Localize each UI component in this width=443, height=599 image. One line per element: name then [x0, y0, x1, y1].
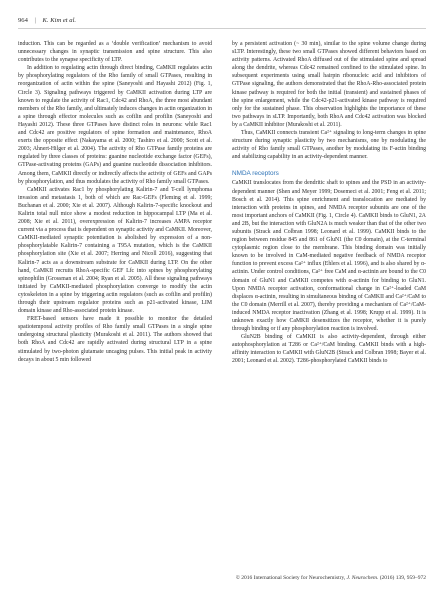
paragraph: GluN2B binding of CaMKII is also activity-dependent, through either autophosphorylation at T286 or Ca²⁺/CaM binding. CaMKII binds with a high-affinity interaction to CaMKII with GluN2B (Strack and Colbran 1998; Bayer et al. 2001; Leonard et al. 2002). T286-phosphorylated CaMKII binds to — [232, 334, 426, 365]
paragraph: CaMKII activates Rac1 by phosphorylating Kalirin-7 and T-cell lymphoma invasion and metastasis 1, both of which are Rac-GEFs (Fleming et al. 1999; Buchanan et al. 2000; Xie et al. 2007). Although Kalirin-7-specific knockout and Kalirin total null mice show a modest reduction in hippocampal LTP (Ma et al. 2008; Xie et al. 2011), overexpression of Kalirin-7 increases AMPA receptor current via a process that is dependent on synaptic activity and CaMKII. Moreover, CaMKII-mediated synaptic potentiation is abolished by expression of a non-phosphorylatable Kalirin-7 containing a T95A mutation, which is the CaMKII phosphorylation site (Xie et al. 2007; Herring and Nicoll 2016), suggesting that Kalirin-7 acts as a downstream substrate for CaMKII during LTP. On the other hand, CaMKII recruits RhoA-specific GEF Lfc into spines by phosphorylating spinophilin (Grossman et al. 2004; Ryan et al. 2005). All these signaling pathways initiated by CaMKII-mediated phosphorylation converge to modify the actin cytoskeleton in a spine by triggering actin regulators (such as cofilin and profilin) through their upstream regulator proteins such as p21-activated kinase, LIM domain kinase and Rho-associated protein kinase. — [18, 186, 212, 315]
paragraph: Thus, CaMKII connects transient Ca²⁺ signaling to long-term changes in spine structure during synaptic plasticity by two mechanisms, one by modulating the activity of Rho family small GTPases, another by modulating its F-actin binding and stabilizing capability in an activity-dependent manner. — [232, 130, 426, 161]
header-separator: | — [34, 17, 36, 24]
section-spacer — [232, 161, 426, 169]
page-footer — [236, 574, 426, 582]
left-column — [18, 40, 212, 364]
paragraph: by a persistent activation (~ 30 min), similar to the spine volume change during sLTP. Interestingly, these two small GTPases showed different behaviors based on activity patterns. Activated RhoA diffused out of the stimulated spine and spread along the dendrite, whereas Cdc42 remained confined to the stimulated spine. In subsequent experiments using small hairpin ribonucleic acid and inhibitors of GTPase signaling, the authors demonstrated that the RhoA-Rho-associated protein kinase pathway is required for both the initial (transient) and sustained phases of the spine enlargement, while the Cdc42-p21-activated kinase pathway is required only for the sustained phase. This observation highlights the importance of these two pathways in sLTP. Importantly, both RhoA and Cdc42 activation was blocked by a CaMKII inhibitor (Murakoshi et al. 2011). — [232, 41, 426, 128]
right-column — [232, 40, 426, 366]
footer-citation: (2016) 139, 959–972 — [379, 575, 426, 581]
footer-copyright: © 2016 International Society for Neurochemistry, — [235, 575, 346, 581]
paragraph: FRET-based sensors have made it possible to monitor the detailed spatiotemporal activity profiles of Rho family small GTPases in a single spine undergoing structural plasticity (Murakoshi et al. 2011). The authors showed that both RhoA and Cdc42 are rapidly activated during structural LTP in a spine stimulated by two-photon glutamate uncaging pulses. This initial peak in activity decays in about 5 min followed — [18, 316, 212, 363]
footer-journal: J. Neurochem. — [346, 575, 379, 581]
header-rule — [18, 28, 426, 29]
paragraph: In addition to regulating actin through direct binding, CaMKII regulates actin by phosphorylating regulators of the Rho family of small GTPases, resulting in reorganization of actin within the spine (Saneyoshi and Hayashi 2012) (Fig. 1, Circle 3). Signaling pathways triggered by CaMKII activation during LTP are known to regulate the activity of Rac1, Cdc42 and RhoA, the three most abundant members of the Rho family, and ultimately induces changes in actin organization in a spine through effector molecules such as cofilin and profilin (Saneyoshi and Hayashi 2012). These three GTPases have distinct roles in neurons: while Rac1 and Cdc42 are positive regulators of spine formation and maintenance, RhoA exerts the opposite effect (Nakayama et al. 2000; Tashiro et al. 2000; Scott et al. 2003; Ahnert-Hilger et al. 2004). The activity of Rho GTPase family proteins are regulated by three classes of proteins: guanine nucleotide exchange factor (GEFs), GTPase-activating proteins (GAPs) and guanine nucleotide dissociation inhibitors. Among them, CaMKII directly or indirectly affects the activity of GEFs and GAPs by phosphorylation, and thus modulates the activity of Rho family small GTPases. — [18, 65, 212, 185]
paragraph: CaMKII translocates from the dendritic shaft to spines and the PSD in an activity-dependent manner (Shen and Meyer 1999; Dosemeci et al. 2001; Feng et al. 2011; Bosch et al. 2014). This spine enrichment and translocation are mediated by interaction with proteins in spines, and NMDA receptor subunits are one of the most important anchors of CaMKII (Fig. 1, Circle 4). CaMKII binds to GluN1, 2A and 2B, but the interaction with GluN2A is much weaker than that of the other two subunits (Strack and Colbran 1998; Leonard et al. 1999). CaMKII binds to the region between residue 845 and 861 of GluN1 (the C0 domain), at the C-terminal cytoplasmic region close to the membrane. This binding domain was initially known to be involved in CaM-mediated negative feedback of NMDA receptor function to prevent excess Ca²⁺ influx (Ehlers et al. 1996), and is also shared by α-actinin. Under control conditions, Ca²⁺ free CaM and α-actinin are bound to the C0 domain of GluN1 and CaMKII competes with α-actinin for binding to GluN1. Upon NMDA receptor activation, conformational change in Ca²⁺-loaded CaM displaces α-actinin, resulting in simultaneous binding of CaMKII and Ca²⁺/CaM to the C0 domain (Merrill et al. 2007), thereby providing a mechanism of Ca²⁺/CaM-induced NMDA receptor inactivation (Zhang et al. 1998; Krupp et al. 1999). It is unknown exactly how CaMKII desensitizes the receptor, whether it is purely through binding or if any phosphorylation reaction is involved. — [232, 180, 426, 333]
page-number: 964 — [18, 17, 28, 24]
paragraph: induction. This can be regarded as a ‘double verification’ mechanism to avoid unnecessary changes in synaptic transmission and spine structure. This also contributes to the synapse specificity of LTP. — [18, 41, 212, 64]
section-heading: NMDA receptors — [232, 170, 279, 178]
running-header — [18, 16, 76, 26]
header-authors: K. Kim et al. — [42, 17, 77, 24]
